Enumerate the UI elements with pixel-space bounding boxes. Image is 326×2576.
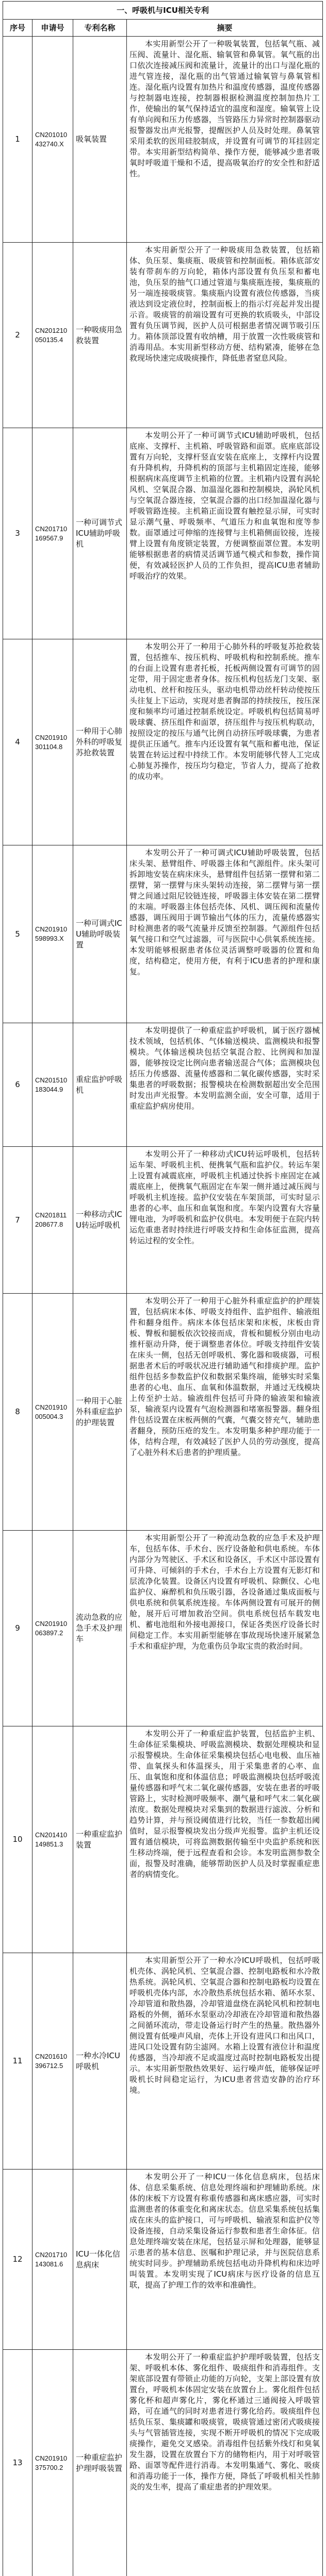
patent-abstract: 本发明公开了一种重症监护护理呼吸装置，包括支架、呼吸机本体、雾化组件、吸痰组件和消毒组件。支架底部设置有带锁止功能的万向轮，支架上部设置有放置台，呼吸机本体固定安装在放置台上。雾化组件包括雾化杯和超声雾化片，雾化杯通过三通阀接入呼吸管路，可在通气的同时对患者进行雾化给药。吸痰组件包括负压泵、集痰罐和吸痰管，吸痰管通过密闭式吸痰接头与气管插管连接，实现不断开呼吸机的情况下完成吸痰操作，避免交叉感染。消毒组件包括紫外线灯和臭氧发生器，设置在放置台下方的储物柜内，用于对呼吸管路、面罩等配件进行消毒。本发明集通气、雾化、吸痰和消毒功能于一体，操作方便，降低了呼吸机相关性肺炎的发生率，提高了重症患者的护理效果。: [129, 2352, 320, 2492]
row-index: 13: [3, 2350, 32, 2576]
row-index: 1: [3, 37, 32, 243]
row-index: 4: [3, 639, 32, 845]
abstract-cell: [127, 243, 323, 428]
table-row: [3, 1531, 323, 1726]
column-header-index: 序号: [3, 20, 32, 37]
abstract-cell: [127, 37, 323, 243]
row-index: 2: [3, 243, 32, 428]
table-row: [3, 2170, 323, 2350]
abstract-cell: [127, 1294, 323, 1531]
table-row: [3, 1023, 323, 1147]
patent-name: 吸氧装置: [73, 37, 127, 243]
column-header-patent-name: 专利名称: [73, 20, 127, 37]
patent-abstract: 本发明公开了一种可调式ICU辅助呼吸装置，包括床头架、悬臂组件、呼吸器主体和气源组件。床头架可拆卸地安装在病床床头，悬臂组件包括第一摆臂和第二摆臂，第一摆臂与床头架转动连接，第二摆臂与第一摆臂之间通过阻尼铰链连接，呼吸器主体安装在第二摆臂的末端。呼吸器主体包括壳体、风机、调压阀和流量传感器，调压阀用于调节输出气体的压力，流量传感器实时检测患者的吸气流量并反馈至控制器。气源组件包括氧气接口和空气过滤器，可与医院中心供氧系统连接。本发明能够根据患者体位灵活调整呼吸器的位置和角度，结构稳定，使用方便，有利于ICU患者的护理和康复。: [129, 848, 320, 976]
section-title: 一、呼吸机与ICU相关专利: [3, 2, 323, 20]
patent-name: 重症监护呼吸机: [73, 1023, 127, 1147]
abstract-cell: [127, 1023, 323, 1147]
application-number: CN201610396712.5: [32, 1953, 73, 2170]
row-index: 7: [3, 1147, 32, 1294]
application-number: CN201710169567.9: [32, 428, 73, 639]
patent-name: ICU一体化信息病床: [73, 2170, 127, 2350]
application-number: CN201010432740.X: [32, 37, 73, 243]
application-number: CN201910375700.2: [32, 2350, 73, 2576]
patent-abstract: 本实用新型公开了一种水冷ICU呼吸机，包括呼吸机壳体、涡轮风机、空氧混合器、控制电路板和水冷散热系统。涡轮风机、空氧混合器和控制电路板均设置在呼吸机壳体内部，水冷散热系统包括水箱、循环水泵、冷却管道和散热器，冷却管道盘绕在涡轮风机和控制电路板的外侧，循环水泵驱动冷却液在冷却管道和散热器之间循环流动，带走设备运行时产生的热量。散热器外侧设置有低噪声风扇，壳体上开设有进风口和出风口，进风口处设置有防尘滤网。水箱上设置有液位计和温度传感器，当冷却液不足或温度过高时控制电路板发出提示。本实用新型散热效果好、运行噪声低，能够保证呼吸机长时间稳定运行，为ICU患者营造安静的治疗环境。: [129, 1956, 320, 2095]
patent-abstract: 本发明公开了一种重症监护装置，包括监护主机、生命体征采集模块、呼吸监测模块、数据处理模块和显示报警模块。生命体征采集模块包括心电电极、血压袖带、血氧探头和体温探头，用于采集患者的心率、血压、血氧饱和度和体温信息；呼吸监测模块包括呼吸流量传感器和呼气末二氧化碳传感器，安装在患者的呼吸管路上，实时检测呼吸频率、潮气量和呼气末二氧化碳浓度。数据处理模块对采集到的数据进行滤波、分析和趋势计算，并与预设阈值进行比较，当任一参数超出阈值时，显示报警模块发出分级声光报警。监护主机还设置有通信模块，可将监测数据传输至中央监护系统和医生移动终端，便于远程查看和会诊。本发明监测参数全面，报警及时准确，能够帮助医护人员及时掌握重症患者的病情变化。: [129, 1729, 320, 1879]
patent-name: 一种吸痰用急救装置: [73, 243, 127, 428]
row-index: 6: [3, 1023, 32, 1147]
column-header-abstract: 摘要: [127, 20, 323, 37]
patent-abstract: 本实用新型公开了一种吸氧装置，包括氧气瓶、减压阀、流量计、湿化瓶、输氧管和鼻氧管。氧气瓶的出口依次连接减压阀和流量计，流量计的出口与湿化瓶的进气管连接，湿化瓶的出气管通过输氧管与鼻氧管相连。湿化瓶内设置有加热片和温度传感器，温度传感器与控制器电连接，控制器根据检测温度控制加热片工作，使输出的氧气保持适宜的温度和湿度。输氧管上设有单向阀和压力传感器，当管路压力异常时控制器驱动报警器发出声光报警，提醒医护人员及时处理。鼻氧管采用柔软的医用硅胶制成，并设置有可调节的耳挂固定带。本实用新型结构简单、操作方便，能够减少患者吸氧时呼吸道干燥和不适，提高吸氧治疗的安全性和舒适性。: [129, 39, 320, 178]
application-number: CN201910063897.2: [32, 1531, 73, 1726]
table-row: [3, 2350, 323, 2576]
patent-abstract: 本发明公开了一种用于心肺外科的呼吸复苏抢救装置，包括推车、按压机构、呼吸机构和控制系统。推车的台面上设置有患者托板，托板两侧设置有可调节的固定带，用于固定患者身体。按压机构包括龙门支架、驱动电机、丝杆和按压头，驱动电机带动丝杆转动使按压头往复上下运动，实现对患者胸部的持续按压，按压深度和频率均可通过控制系统设定。呼吸机构包括简易呼吸球囊、挤压组件和面罩，挤压组件与按压机构联动，按照设定的按压与通气比例自动挤压呼吸球囊，为患者提供正压通气。推车内还设置有氧气瓶和蓄电池，保证装置在转运过程中持续工作。本发明能够代替人工完成心肺复苏操作，按压均匀稳定，节省人力，提高了抢救的成功率。: [129, 642, 320, 781]
abstract-cell: [127, 2350, 323, 2576]
application-number: CN201910598993.X: [32, 845, 73, 1023]
application-number: CN201410149851.3: [32, 1726, 73, 1953]
row-index: 11: [3, 1953, 32, 2170]
patent-table: [3, 1, 323, 2576]
row-index: 9: [3, 1531, 32, 1726]
table-row: [3, 639, 323, 845]
abstract-cell: [127, 1726, 323, 1953]
table-row: [3, 1726, 323, 1953]
row-index: 5: [3, 845, 32, 1023]
application-number: CN201910301104.8: [32, 639, 73, 845]
patent-name: 流动急救的应急手术及护理车: [73, 1531, 127, 1726]
patent-name: 一种可调式ICU辅助呼吸装置: [73, 845, 127, 1023]
table-header-row: [3, 20, 323, 37]
patent-name: 一种移动式ICU转运呼吸机: [73, 1147, 127, 1294]
abstract-cell: [127, 639, 323, 845]
table-row: [3, 37, 323, 243]
abstract-cell: [127, 1147, 323, 1294]
section-title-row: [3, 2, 323, 20]
patent-abstract: 本实用新型公开了一种吸痰用急救装置，包括箱体、负压泵、集痰瓶、吸痰管和控制面板。箱体底部安装有带刹车的万向轮，箱体内部设置有负压泵和蓄电池，负压泵的抽气口通过管道与集痰瓶连接，集痰瓶的另一端连接吸痰管。集痰瓶内设置有液位传感器，当痰液达到设定液位时，控制面板上的指示灯亮起并发出提示音。吸痰管的前端设置有可更换的软质吸头，中部设置有负压调节阀，医护人员可根据患者情况调节吸引压力。箱体顶部设置有收纳槽，用于放置一次性吸痰管和消毒用品。本实用新型移动方便、结构紧凑，能够在急救现场快速完成吸痰操作，降低患者窒息风险。: [129, 245, 320, 363]
row-index: 10: [3, 1726, 32, 1953]
patent-abstract: 本发明公开了一种用于心脏外科重症监护的护理装置，包括病床本体、呼吸支持组件、监护组件、输液组件和翻身组件。病床本体包括床架和床板，床板由背板、臀板和腿板依次铰接而成，背板和腿板分别由电动推杆驱动升降，便于调整患者体位。呼吸支持组件安装在床头一侧，包括无创呼吸机、雾化器和吸痰器，可根据患者术后的呼吸状况进行辅助通气和排痰护理。监护组件包括多参数监护仪和数据采集终端，能够实时采集患者的心电、血压、血氧和体温数据，并通过无线模块上传至护士站。输液组件包括可升降的输液架和输液泵，输液泵内设置有气泡检测器和堵塞报警器。翻身组件包括设置在床板两侧的气囊，气囊交替充气，辅助患者翻身，预防压疮的发生。本发明集多种护理功能于一体，结构合理，有效减轻了医护人员的劳动强度，提高了心脏外科术后患者的护理质量。: [129, 1296, 320, 1457]
table-row: [3, 845, 323, 1023]
application-number: CN201710143081.6: [32, 2170, 73, 2350]
abstract-cell: [127, 428, 323, 639]
abstract-cell: [127, 1531, 323, 1726]
row-index: 12: [3, 2170, 32, 2350]
table-row: [3, 1294, 323, 1531]
abstract-cell: [127, 845, 323, 1023]
row-index: 3: [3, 428, 32, 639]
patent-abstract: 本发明提供了一种重症监护呼吸机，属于医疗器械技术领域，包括机体、气体输送模块、监测模块和报警模块。气体输送模块包括空氧混合腔、比例阀和加湿器，能够按设定比例向患者输送混合气体；监测模块包括压力传感器、流量传感器和二氧化碳传感器，实时采集患者的呼吸数据；报警模块在检测数据超出安全范围时发出声光报警。本发明监测全面，安全可靠，适用于重症监护病房使用。: [129, 1026, 320, 1111]
patent-name: 一种用于心脏外科重症监护的护理装置: [73, 1294, 127, 1531]
patent-abstract: 本发明公开了一种可调节式ICU辅助呼吸机，包括底座、支撑杆、主机箱、呼吸管路和面罩。底座底部设置有万向轮，支撑杆竖直安装在底座上，支撑杆内设置有升降机构，升降机构的顶部与主机箱固定连接，能够根据病床高度调节主机箱的位置。主机箱内设置有涡轮风机、空氧混合器、加温湿化器和控制模块，涡轮风机与空氧混合器连接，空氧混合器的出口经加温湿化器与呼吸管路连接。主机箱正面设置有触控显示屏，可实时显示潮气量、呼吸频率、气道压力和血氧饱和度等参数。面罩通过可伸缩的连接臂与主机箱侧面铰接，连接臂上设置有角度锁定装置，方便调整面罩位置。本发明能够根据患者的病情灵活调节通气模式和参数，操作简便，有效减轻医护人员的工作负担，提高ICU患者辅助呼吸治疗的效果。: [129, 431, 320, 581]
patent-document: [3, 1, 322, 2576]
abstract-cell: [127, 1953, 323, 2170]
patent-name: 一种重症监护护理呼吸装置: [73, 2350, 127, 2576]
patent-name: 一种水冷ICU呼吸机: [73, 1953, 127, 2170]
application-number: CN201811208677.8: [32, 1147, 73, 1294]
patent-name: 一种用于心肺外科的呼吸复苏抢救装置: [73, 639, 127, 845]
application-number: CN201910005004.3: [32, 1294, 73, 1531]
patent-abstract: 本实用新型公开了一种流动急救的应急手术及护理车，包括车体、手术台、医疗设备舱和供电系统。车体内部分为驾驶区、手术区和设备区，手术区中部设置有可升降、可倾斜的手术台，手术台上方设置有无影灯和层流净化装置。设备区内设置有呼吸机、除颤仪、心电监护仪、麻醉机和负压吸引器，各设备通过集成面板与供电系统和供氧系统连接。车体两侧设置有可展开的侧舱，展开后可增加救治空间。供电系统包括车载发电机、蓄电池组和外接电源接口，保证各类医疗设备长时间稳定工作。本实用新型能够在事故现场快速开展紧急手术和重症护理，为危重伤员争取宝贵的救治时间。: [129, 1533, 320, 1651]
table-row: [3, 243, 323, 428]
application-number: CN201210050135.4: [32, 243, 73, 428]
column-header-application-number: 申请号: [32, 20, 73, 37]
patent-abstract: 本发明公开了一种ICU一体化信息病床，包括床体、信息采集系统、信息处理终端和护理辅助系统。床体的床板下方设置有称重传感器和离床感应器，可实时监测患者的体重变化和离床状态。信息采集系统包括集成在床头的监护接口，可与呼吸机、输液泵和监护仪等设备连接，自动采集设备运行参数和患者生命体征。信息处理终端安装在床尾，包括显示屏和处理器，能够显示患者的基本信息、医嘱和护理记录，并与医院信息系统实时同步。护理辅助系统包括电动升降机构和床边呼叫装置。本发明实现了ICU病床与医疗设备的信息互联，提高了护理工作的效率和准确性。: [129, 2172, 320, 2290]
abstract-cell: [127, 2170, 323, 2350]
patent-name: 一种重症监护装置: [73, 1726, 127, 1953]
row-index: 8: [3, 1294, 32, 1531]
application-number: CN201510183044.9: [32, 1023, 73, 1147]
table-row: [3, 428, 323, 639]
patent-abstract: 本发明公开了一种移动式ICU转运呼吸机，包括转运车架、呼吸机主机、便携氧气瓶和监护仪。转运车架上设置有减震底座，呼吸机主机通过快拆卡座固定在减震底座上，便携氧气瓶固定在车架一侧并通过减压阀与呼吸机主机连接。监护仪安装在车架顶部，可实时显示患者的心率、血压和血氧饱和度。车架内设置有大容量锂电池，为呼吸机和监护仪供电。本发明便于在院内转运危重患者时持续进行呼吸支持和生命体征监测，提高转运过程的安全性。: [129, 1149, 320, 1245]
table-row: [3, 1147, 323, 1294]
patent-name: 一种可调节式ICU辅助呼吸机: [73, 428, 127, 639]
table-row: [3, 1953, 323, 2170]
